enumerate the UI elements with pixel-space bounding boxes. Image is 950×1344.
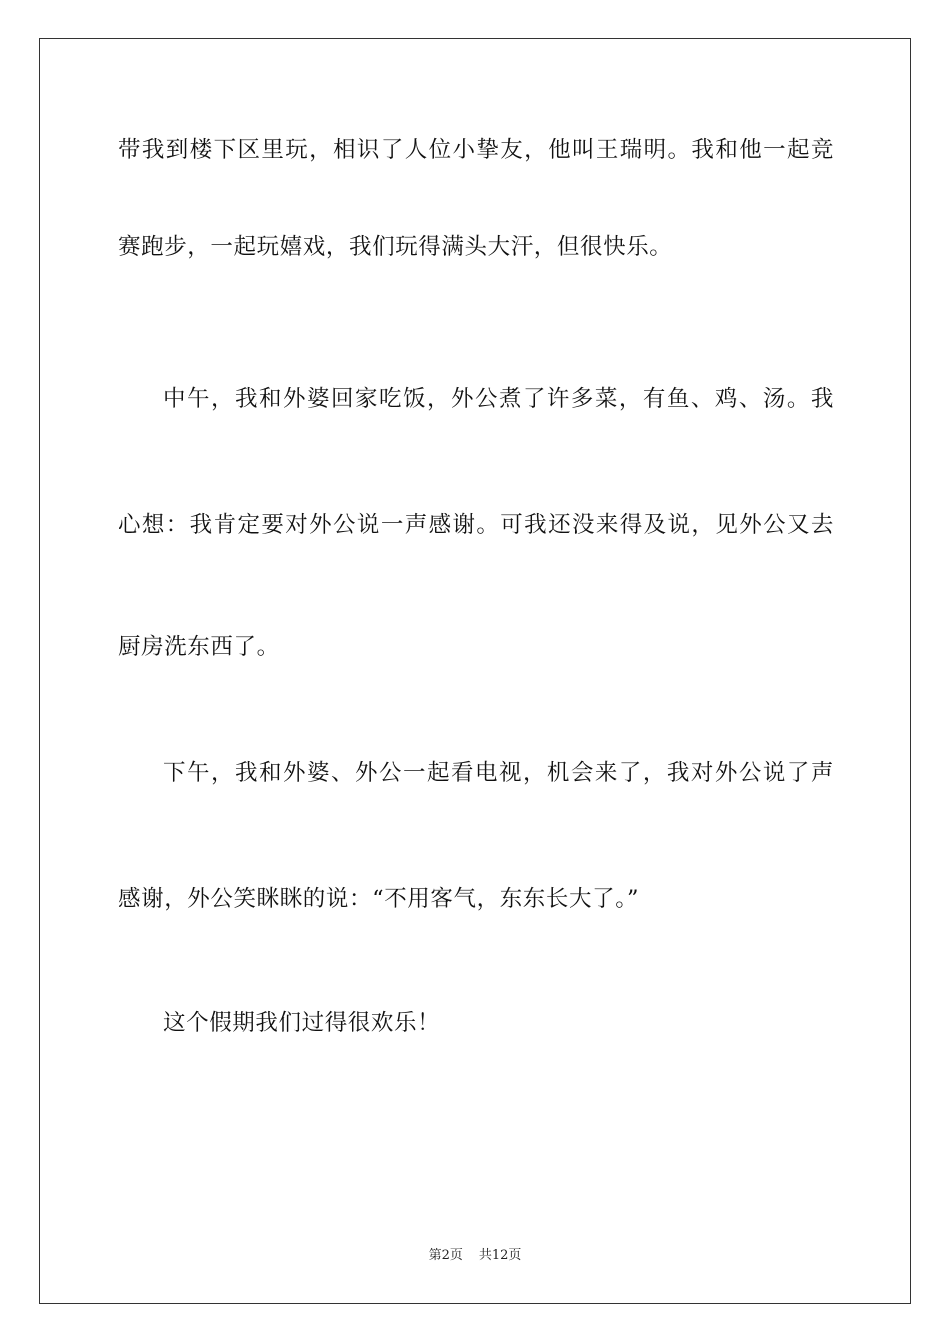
body-text-line: 心想：我肯定要对外公说一声感谢。可我还没来得及说，见外公又去 <box>118 512 834 538</box>
page-border <box>39 38 911 1304</box>
body-text-line: 带我到楼下区里玩，相识了人位小挚友，他叫王瑞明。我和他一起竞 <box>118 137 834 163</box>
body-text-line: 这个假期我们过得很欢乐！ <box>163 1010 441 1036</box>
body-text-line: 赛跑步，一起玩嬉戏，我们玩得满头大汗，但很快乐。 <box>118 234 673 260</box>
body-text-line: 感谢，外公笑眯眯的说：“不用客气，东东长大了。” <box>118 886 640 912</box>
body-text-line: 中午，我和外婆回家吃饭，外公煮了许多菜，有鱼、鸡、汤。我 <box>163 386 834 412</box>
body-text-line: 厨房洗东西了。 <box>118 634 280 660</box>
page-total: 共12页 <box>478 1248 522 1263</box>
page-number: 第2页 <box>428 1248 463 1263</box>
body-text-line: 下午，我和外婆、外公一起看电视，机会来了，我对外公说了声 <box>163 760 834 786</box>
page-footer <box>0 1246 950 1266</box>
